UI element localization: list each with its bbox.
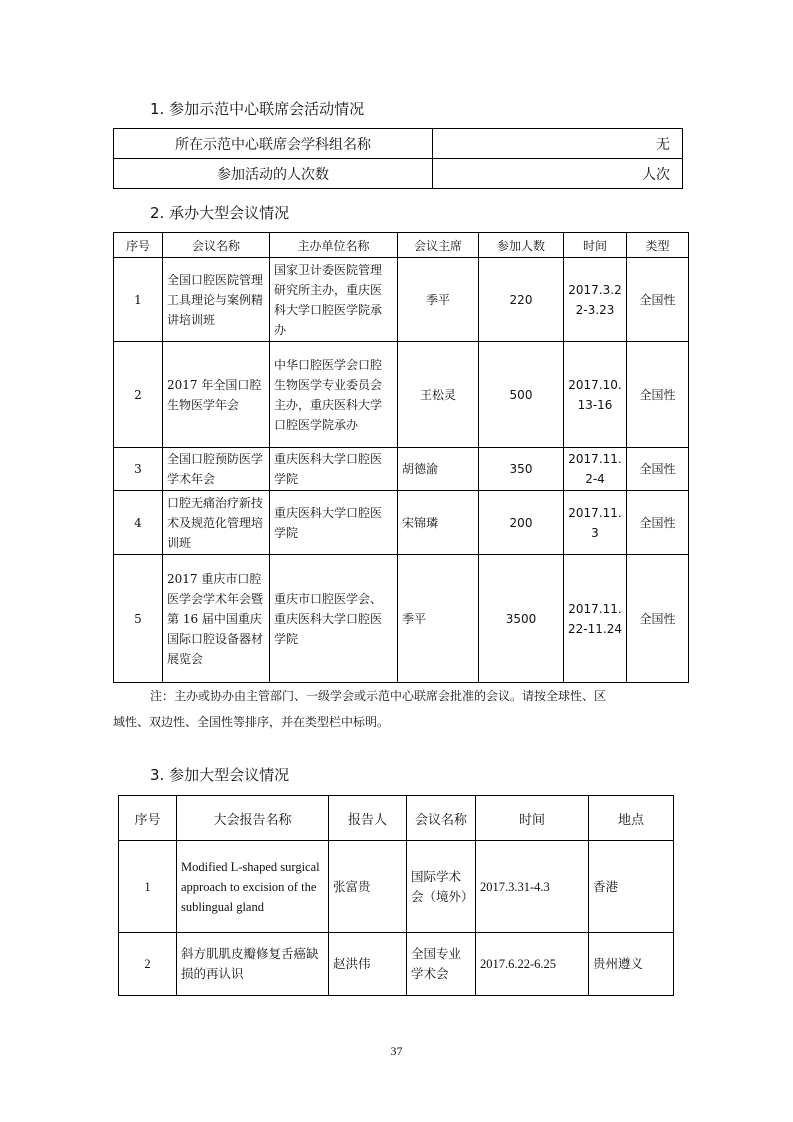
- table-cell: 2: [114, 342, 163, 448]
- table-cell: 王松灵: [398, 342, 479, 448]
- hosted-conferences-table: [113, 232, 689, 683]
- section1-heading: 1. 参加示范中心联席会活动情况: [150, 100, 365, 118]
- table-header-row: [114, 233, 689, 258]
- table-cell: 2017.6.22-6.25: [476, 933, 589, 996]
- column-header: 时间: [476, 796, 589, 841]
- table-cell: 2017.3.22-3.23: [564, 258, 627, 342]
- table-cell: 200: [479, 491, 564, 555]
- table-note-line-1: 注：主办或协办由主管部门、一级学会或示范中心联席会批准的会议。请按全球性、区: [150, 689, 607, 703]
- table-cell: 220: [479, 258, 564, 342]
- table-row: [114, 491, 689, 555]
- table-cell: 国际学术会（境外）: [407, 841, 476, 933]
- table-cell: 全国性: [627, 258, 689, 342]
- table-cell: 350: [479, 448, 564, 491]
- table-cell: 国家卫计委医院管理研究所主办，重庆医科大学口腔医学院承办: [270, 258, 398, 342]
- table-row: [119, 841, 674, 933]
- table-cell: 全国口腔医院管理工具理论与案例精讲培训班: [163, 258, 270, 342]
- table-cell: 2017.11.2-4: [564, 448, 627, 491]
- table-cell: 宋锦璘: [398, 491, 479, 555]
- table-cell: 全国性: [627, 448, 689, 491]
- table-cell: 全国口腔预防医学学术年会: [163, 448, 270, 491]
- table-cell: 全国性: [627, 342, 689, 448]
- table-cell: 1: [114, 258, 163, 342]
- section3-heading: 3. 参加大型会议情况: [150, 766, 290, 784]
- column-header: 大会报告名称: [177, 796, 329, 841]
- table-cell: 3500: [479, 555, 564, 683]
- column-header: 主办单位名称: [270, 233, 398, 258]
- table-cell: 胡德渝: [398, 448, 479, 491]
- table-row: [114, 159, 683, 189]
- table-cell: 香港: [589, 841, 674, 933]
- table-cell: 季平: [398, 555, 479, 683]
- column-header: 报告人: [329, 796, 407, 841]
- table-cell: 全国专业学术会: [407, 933, 476, 996]
- table-cell: 2017 重庆市口腔医学会学术年会暨第 16 届中国重庆国际口腔设备器材展览会: [163, 555, 270, 683]
- table-cell: 2017 年全国口腔生物医学年会: [163, 342, 270, 448]
- column-header: 时间: [564, 233, 627, 258]
- table-cell: 500: [479, 342, 564, 448]
- table-cell: 全国性: [627, 555, 689, 683]
- table-row: [119, 933, 674, 996]
- table-cell: 所在示范中心联席会学科组名称: [114, 129, 433, 159]
- table-cell: 口腔无痛治疗新技术及规范化管理培训班: [163, 491, 270, 555]
- table-cell: 张富贵: [329, 841, 407, 933]
- table-row: [114, 129, 683, 159]
- table-cell: 2: [119, 933, 177, 996]
- table-cell: 中华口腔医学会口腔生物医学专业委员会主办，重庆医科大学口腔医学院承办: [270, 342, 398, 448]
- table-cell: 2017.11.3: [564, 491, 627, 555]
- table-cell: Modified L-shaped surgical approach to excision of the sublingual gland: [177, 841, 329, 933]
- attended-conferences-table: [118, 795, 674, 996]
- table-cell: 重庆医科大学口腔医学院: [270, 491, 398, 555]
- table-note-line-2: 域性、双边性、全国性等排序，并在类型栏中标明。: [113, 715, 390, 729]
- section2-heading: 2. 承办大型会议情况: [150, 204, 290, 222]
- column-header: 会议名称: [163, 233, 270, 258]
- table-cell: 2017.10.13-16: [564, 342, 627, 448]
- table-row: [114, 448, 689, 491]
- table-cell: 全国性: [627, 491, 689, 555]
- column-header: 地点: [589, 796, 674, 841]
- table-row: [114, 342, 689, 448]
- page-number: 37: [390, 1044, 403, 1058]
- center-activity-table: [113, 128, 683, 189]
- table-cell: 重庆市口腔医学会、重庆医科大学口腔医学院: [270, 555, 398, 683]
- column-header: 参加人数: [479, 233, 564, 258]
- table-cell: 季平: [398, 258, 479, 342]
- table-cell: 1: [119, 841, 177, 933]
- column-header: 类型: [627, 233, 689, 258]
- table-cell: 贵州遵义: [589, 933, 674, 996]
- table-cell: 3: [114, 448, 163, 491]
- table-header-row: [119, 796, 674, 841]
- table-cell: 斜方肌肌皮瓣修复舌癌缺损的再认识: [177, 933, 329, 996]
- table-row: [114, 555, 689, 683]
- column-header: 序号: [119, 796, 177, 841]
- table-cell: 人次: [433, 159, 683, 189]
- table-row: [114, 258, 689, 342]
- table-cell: 2017.11.22-11.24: [564, 555, 627, 683]
- table-cell: 参加活动的人次数: [114, 159, 433, 189]
- column-header: 序号: [114, 233, 163, 258]
- column-header: 会议名称: [407, 796, 476, 841]
- table-cell: 5: [114, 555, 163, 683]
- table-cell: 无: [433, 129, 683, 159]
- table-cell: 4: [114, 491, 163, 555]
- table-cell: 重庆医科大学口腔医学院: [270, 448, 398, 491]
- table-cell: 赵洪伟: [329, 933, 407, 996]
- column-header: 会议主席: [398, 233, 479, 258]
- table-cell: 2017.3.31-4.3: [476, 841, 589, 933]
